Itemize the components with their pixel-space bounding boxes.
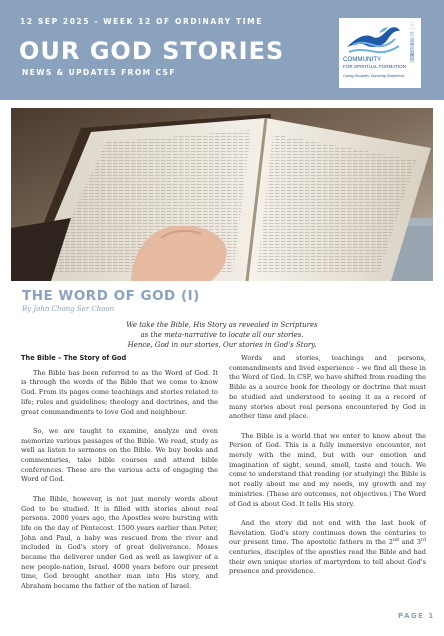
paragraph-text: centuries, disciples of the apostles read the Bible and had their own unique stories of martyrdom to tell about God's presence and providence. [229,548,426,576]
paragraph-text: and 3 [398,538,421,547]
epigraph-line: as the meta-narrative to locate all our stories. [140,331,304,339]
csf-logo [339,18,421,88]
body-paragraph: So, we are taught to examine, analyze and even memorize various passages of the Bible. We read, study as well as listen to sermons on the Bible. We buy books and commentaries, take bible courses and attend bible conferences. These are the various acts of engaging the Word of God. [21,426,218,484]
logo-name-line1: COMMUNITY [343,56,382,63]
body-paragraph: The Bible, however, is not just merely words about God to be studied. It is filled with stories about real persons. 2000 years ago, the Apostles were bursting with life on the day of Pentecost. 1500 years earlier than Peter, John and Paul, a baby was rescued from the river and included in God's story of great deliverance. Moses became the deliverer under God as well as lawgiver of a new people-nation, Israel. 4000 years before our present time, God brought another man into His story, and Abraham became the father of the nation of Israel. [21,494,218,591]
article-title: THE WORD OF GOD (I) [22,288,200,304]
logo-organization-name [343,57,417,70]
article-column-left [21,354,218,602]
logo-chinese-text: 三一生命塑造團契 [409,22,415,65]
article-column-right [229,354,426,587]
logo-name-line2: FOR SPIRITUAL FORMATION [343,63,407,69]
body-paragraph: The Bible is a world that we enter to know about the Person of God. This is a fully immersive encounter, not merely with the mind, but with our emotion and imagination of sight, sound, smell, taste and touch. We come to understand that reading (or studying) the Bible is not really about me and my needs, my growth and my ministries. (These are outcomes, not objectives.) The Word of God is about God. It tells His story. [229,431,426,508]
body-paragraph: The Bible has been referred to as the Word of God. It is through the words of the Bible that we come to know God. From its pages come teachings and stories related to life; rules and guidelines; theology and doctrines, and the great commandments to love God and neighbour. [21,368,218,416]
article-byline: By John Chong Ser Choon [22,305,115,313]
open-bible-photo [11,108,433,281]
epigraph-line: We take the Bible, His Story as revealed in Scriptures [126,321,318,329]
newsletter-title: OUR GOD STORIES [19,37,285,65]
ordinal-suffix: rd [420,538,426,544]
logo-tagline: Caring Disciples, Nurturing Shepherds [343,74,405,78]
body-paragraph: Words and stories, teachings and persons, commandments and lived experience – we find all these in the Word of God. In CSF, we have shifted from reading the Bible as a source book for theology or doctrine that must be studied and understood to seeing it as a record of many stories about real persons encountered by God in another time and place. [229,354,426,421]
section-heading: The Bible – The Story of God [21,354,127,362]
paragraph-text: And the story did not end with the last book of Revelation. God's story continues down the centuries to our present time. The apostolic fathers in the 2 [229,518,426,547]
masthead [0,0,444,100]
dateline: 12 SEP 2025 - WEEK 12 OF ORDINARY TIME [20,17,263,26]
body-paragraph [229,519,426,577]
epigraph-line: Hence, God in our stories, Our stories in God's Story. [127,341,317,349]
page-number: PAGE 1 [398,612,435,620]
newsletter-subtitle: NEWS & UPDATES FROM CSF [22,68,176,77]
dove-wave-icon [343,21,403,57]
ordinal-suffix: nd [392,538,399,544]
article-epigraph [60,320,384,350]
